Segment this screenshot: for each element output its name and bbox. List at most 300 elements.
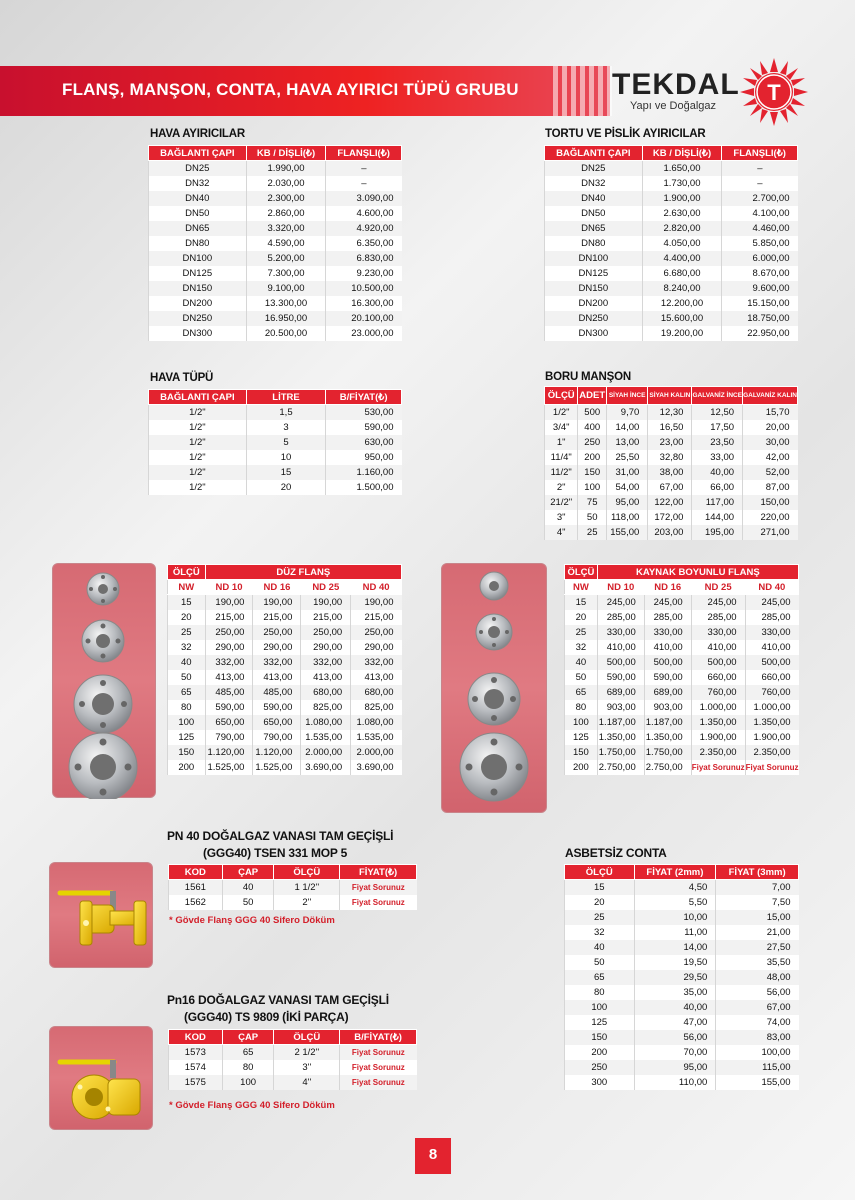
table-cell: 413,00 xyxy=(253,670,301,685)
banner-stripes xyxy=(553,66,612,116)
table-cell: DN32 xyxy=(545,176,643,191)
table-cell: 1574 xyxy=(169,1060,223,1075)
table-cell: 150,00 xyxy=(743,495,798,510)
table-cell: Fiyat Sorunuz xyxy=(340,1060,417,1075)
table-cell: 32 xyxy=(565,925,635,940)
table-cell: 413,00 xyxy=(351,670,402,685)
table-row xyxy=(168,625,402,640)
page-title: FLANŞ, MANŞON, CONTA, HAVA AYIRICI TÜPÜ GRUBU xyxy=(62,80,519,99)
table-cell: 825,00 xyxy=(351,700,402,715)
table-cell: 7,00 xyxy=(716,880,799,895)
table-cell: DN40 xyxy=(149,191,247,206)
table-row xyxy=(545,435,798,450)
table-row xyxy=(545,465,798,480)
column-header: ND 40 xyxy=(351,580,402,595)
table-cell: 1.000,00 xyxy=(691,700,745,715)
table-cell: 42,00 xyxy=(743,450,798,465)
table-cell: 67,00 xyxy=(648,480,692,495)
pn16-table xyxy=(168,1029,417,1090)
table-cell: 65 xyxy=(565,970,635,985)
pn16-title: Pn16 DOĞALGAZ VANASI TAM GEÇİŞLİ xyxy=(167,993,389,1007)
table-cell: 5 xyxy=(246,435,325,450)
table-row xyxy=(168,700,402,715)
table-cell: 903,00 xyxy=(644,700,691,715)
table-row xyxy=(565,970,799,985)
table-cell: 40 xyxy=(565,655,598,670)
table-cell: 16.300,00 xyxy=(326,296,402,311)
table-cell: 5.850,00 xyxy=(722,236,798,251)
table-cell: 4.600,00 xyxy=(326,206,402,221)
table-cell: 33,00 xyxy=(692,450,743,465)
table-row xyxy=(565,595,799,610)
table-cell: 3.690,00 xyxy=(301,760,351,775)
table-cell: 20 xyxy=(565,895,635,910)
column-header: GALVANİZ İNCE xyxy=(692,387,743,405)
column-header: ÖLÇÜ xyxy=(274,865,340,880)
table-cell: 100 xyxy=(168,715,206,730)
table-cell: 332,00 xyxy=(351,655,402,670)
table-cell: 32 xyxy=(168,640,206,655)
pn40-table xyxy=(168,864,417,910)
table-cell: 50 xyxy=(578,510,607,525)
table-cell: 10 xyxy=(246,450,325,465)
table-cell: 1.350,00 xyxy=(597,730,644,745)
table-cell: 630,00 xyxy=(326,435,402,450)
column-header: KOD xyxy=(169,1030,223,1045)
table-cell: 6.830,00 xyxy=(326,251,402,266)
table-row xyxy=(545,495,798,510)
table-row xyxy=(565,625,799,640)
table-row xyxy=(168,730,402,745)
table-cell: 7,50 xyxy=(716,895,799,910)
table-cell: 285,00 xyxy=(691,610,745,625)
pn40-title: PN 40 DOĞALGAZ VANASI TAM GEÇİŞLİ xyxy=(167,829,394,843)
table-row xyxy=(168,640,402,655)
table-cell: 3.090,00 xyxy=(326,191,402,206)
table-cell: Fiyat Sorunuz xyxy=(340,1075,417,1090)
table-row xyxy=(565,685,799,700)
table-row xyxy=(565,670,799,685)
table-cell: 332,00 xyxy=(205,655,253,670)
table-row xyxy=(545,206,798,221)
table-cell: 1.900,00 xyxy=(642,191,722,206)
table-row xyxy=(545,480,798,495)
column-header: ND 16 xyxy=(253,580,301,595)
boru-manson-table xyxy=(544,386,798,540)
table-cell: 100 xyxy=(222,1075,274,1090)
table-cell: 500,00 xyxy=(691,655,745,670)
table-cell: 18.750,00 xyxy=(722,311,798,326)
column-header: ÖLÇÜ xyxy=(168,565,206,580)
table-cell: DN80 xyxy=(149,236,247,251)
table-cell: 660,00 xyxy=(691,670,745,685)
table-cell: 13.300,00 xyxy=(246,296,326,311)
table-row xyxy=(565,955,799,970)
table-cell: – xyxy=(722,176,798,191)
table-cell: 32 xyxy=(565,640,598,655)
table-cell: 1573 xyxy=(169,1045,223,1060)
table-cell: 660,00 xyxy=(745,670,798,685)
table-cell: 40,00 xyxy=(692,465,743,480)
column-header: B/FİYAT(₺) xyxy=(340,1030,417,1045)
table-cell: 1561 xyxy=(169,880,223,895)
table-row xyxy=(149,221,402,236)
column-header: KB / DİŞLİ(₺) xyxy=(246,146,326,161)
table-row xyxy=(545,176,798,191)
table-cell: 1/2" xyxy=(545,405,578,420)
table-cell: – xyxy=(326,176,402,191)
table-cell: 8.240,00 xyxy=(642,281,722,296)
table-cell: 330,00 xyxy=(745,625,798,640)
table-cell: DN80 xyxy=(545,236,643,251)
table-cell: DN300 xyxy=(545,326,643,341)
table-cell: 2.000,00 xyxy=(351,745,402,760)
table-cell: 2.350,00 xyxy=(745,745,798,760)
table-cell: 1.160,00 xyxy=(326,465,402,480)
table-cell: DN200 xyxy=(545,296,643,311)
table-cell: 19,50 xyxy=(634,955,716,970)
table-cell: 285,00 xyxy=(745,610,798,625)
table-cell: 95,00 xyxy=(607,495,648,510)
table-row xyxy=(149,206,402,221)
table-cell: 1.500,00 xyxy=(326,480,402,495)
table-header-row xyxy=(168,580,402,595)
table-row xyxy=(168,760,402,775)
table-row xyxy=(169,1060,417,1075)
table-cell: 2" xyxy=(545,480,578,495)
table-row xyxy=(545,510,798,525)
table-cell: 7.300,00 xyxy=(246,266,326,281)
table-cell: DN25 xyxy=(545,161,643,176)
table-row xyxy=(565,700,799,715)
table-cell: 190,00 xyxy=(301,595,351,610)
table-cell: 4,50 xyxy=(634,880,716,895)
table-cell: DN25 xyxy=(149,161,247,176)
table-cell: 155,00 xyxy=(607,525,648,540)
table-cell: 1.350,00 xyxy=(745,715,798,730)
column-header: BAĞLANTI ÇAPI xyxy=(149,390,247,405)
table-cell: 2.630,00 xyxy=(642,206,722,221)
table-cell: 11,00 xyxy=(634,925,716,940)
table-cell: 40 xyxy=(168,655,206,670)
column-header: NW xyxy=(168,580,206,595)
table-cell: 150 xyxy=(578,465,607,480)
table-cell: 200 xyxy=(168,760,206,775)
table-cell: 80 xyxy=(168,700,206,715)
table-cell: 250 xyxy=(578,435,607,450)
tortu-title: TORTU VE PİSLİK AYIRICILAR xyxy=(545,128,706,140)
brand-subtitle: Yapı ve Doğalgaz xyxy=(630,100,717,112)
table-cell: 2.750,00 xyxy=(644,760,691,775)
table-row xyxy=(565,1075,799,1090)
table-row xyxy=(168,595,402,610)
table-cell: 190,00 xyxy=(253,595,301,610)
column-header: BAĞLANTI ÇAPI xyxy=(545,146,643,161)
table-cell: 38,00 xyxy=(648,465,692,480)
ball-valve-image xyxy=(50,863,154,969)
column-header: ADET xyxy=(578,387,607,405)
table-cell: 1.187,00 xyxy=(597,715,644,730)
kaynak-flans-table xyxy=(564,564,799,775)
table-cell: 50 xyxy=(565,955,635,970)
column-header: FLANŞLI(₺) xyxy=(722,146,798,161)
table-header-row xyxy=(169,865,417,880)
table-cell: 330,00 xyxy=(597,625,644,640)
pn40-valve-image-panel xyxy=(49,862,153,968)
table-row xyxy=(565,760,799,775)
table-row xyxy=(545,221,798,236)
table-cell: 100 xyxy=(565,715,598,730)
table-row xyxy=(149,236,402,251)
table-cell: 590,00 xyxy=(205,700,253,715)
table-cell: 115,00 xyxy=(716,1060,799,1075)
table-row xyxy=(149,161,402,176)
table-cell: 250 xyxy=(565,1060,635,1075)
table-row xyxy=(565,895,799,910)
table-cell: 485,00 xyxy=(253,685,301,700)
table-row xyxy=(149,281,402,296)
table-cell: 144,00 xyxy=(692,510,743,525)
table-row xyxy=(168,610,402,625)
table-cell: 190,00 xyxy=(205,595,253,610)
table-row xyxy=(545,236,798,251)
table-cell: 3 xyxy=(246,420,325,435)
table-row xyxy=(545,191,798,206)
table-header-row xyxy=(545,387,798,405)
table-cell: DN250 xyxy=(149,311,247,326)
table-cell: 760,00 xyxy=(745,685,798,700)
column-header: KB / DİŞLİ(₺) xyxy=(642,146,722,161)
table-cell: 66,00 xyxy=(692,480,743,495)
table-cell: 250,00 xyxy=(301,625,351,640)
table-cell: DN32 xyxy=(149,176,247,191)
table-cell: 203,00 xyxy=(648,525,692,540)
table-cell: 15 xyxy=(246,465,325,480)
table-cell: 400 xyxy=(578,420,607,435)
table-cell: 4.590,00 xyxy=(246,236,326,251)
table-cell: 100,00 xyxy=(716,1045,799,1060)
table-cell: 9,70 xyxy=(607,405,648,420)
table-cell: 330,00 xyxy=(644,625,691,640)
table-cell: 2 1/2'' xyxy=(274,1045,340,1060)
table-row xyxy=(149,176,402,191)
table-row xyxy=(545,281,798,296)
table-cell: 70,00 xyxy=(634,1045,716,1060)
pn16-subtitle: (GGG40) TS 9809 (İKİ PARÇA) xyxy=(184,1010,349,1024)
table-header-row xyxy=(169,1030,417,1045)
table-cell: 290,00 xyxy=(301,640,351,655)
table-cell: 6.350,00 xyxy=(326,236,402,251)
table-cell: 1/2" xyxy=(149,435,247,450)
table-cell: 1562 xyxy=(169,895,223,910)
table-cell: 1.080,00 xyxy=(301,715,351,730)
table-cell: 4.050,00 xyxy=(642,236,722,251)
column-header: SİYAH KALIN xyxy=(648,387,692,405)
table-title-row xyxy=(565,565,799,580)
table-row xyxy=(545,326,798,341)
table-cell: 20 xyxy=(565,610,598,625)
table-cell: 3.690,00 xyxy=(351,760,402,775)
table-cell: 150 xyxy=(565,1030,635,1045)
table-cell: 825,00 xyxy=(301,700,351,715)
table-cell: 332,00 xyxy=(301,655,351,670)
table-row xyxy=(565,1000,799,1015)
table-cell: 35,50 xyxy=(716,955,799,970)
table-cell: 590,00 xyxy=(644,670,691,685)
table-cell: 65 xyxy=(168,685,206,700)
table-row xyxy=(149,191,402,206)
table-cell: 590,00 xyxy=(597,670,644,685)
table-row xyxy=(545,420,798,435)
table-cell: 1.525,00 xyxy=(205,760,253,775)
hava-tupu-title: HAVA TÜPÜ xyxy=(150,372,214,384)
table-cell: 15,00 xyxy=(716,910,799,925)
table-cell: 1/2" xyxy=(149,480,247,495)
table-cell: 245,00 xyxy=(597,595,644,610)
table-cell: 3'' xyxy=(274,1060,340,1075)
table-cell: 485,00 xyxy=(205,685,253,700)
table-cell: 950,00 xyxy=(326,450,402,465)
table-cell: 155,00 xyxy=(716,1075,799,1090)
table-cell: 590,00 xyxy=(253,700,301,715)
table-cell: 172,00 xyxy=(648,510,692,525)
table-cell: 1/2" xyxy=(149,405,247,420)
table-cell: 8.670,00 xyxy=(722,266,798,281)
table-cell: 10,00 xyxy=(634,910,716,925)
table-cell: 285,00 xyxy=(597,610,644,625)
table-cell: 110,00 xyxy=(634,1075,716,1090)
table-row xyxy=(565,1060,799,1075)
table-cell: 4.400,00 xyxy=(642,251,722,266)
table-cell: 2.300,00 xyxy=(246,191,326,206)
table-cell: 20 xyxy=(168,610,206,625)
table-cell: 16,50 xyxy=(648,420,692,435)
table-cell: 35,00 xyxy=(634,985,716,1000)
table-row xyxy=(565,880,799,895)
table-row xyxy=(545,525,798,540)
table-cell: 25 xyxy=(168,625,206,640)
table-cell: 6.680,00 xyxy=(642,266,722,281)
table-cell: 100 xyxy=(578,480,607,495)
table-row xyxy=(565,925,799,940)
column-header: ND 10 xyxy=(597,580,644,595)
table-cell: DN300 xyxy=(149,326,247,341)
table-cell: 52,00 xyxy=(743,465,798,480)
table-cell: 12,50 xyxy=(692,405,743,420)
table-row xyxy=(565,655,799,670)
table-cell: 200 xyxy=(565,1045,635,1060)
table-cell: 16.950,00 xyxy=(246,311,326,326)
table-cell: DN250 xyxy=(545,311,643,326)
conta-table xyxy=(564,864,799,1090)
pn16-note: * Gövde Flanş GGG 40 Sifero Döküm xyxy=(169,1100,335,1111)
table-cell: 15.150,00 xyxy=(722,296,798,311)
column-header: FİYAT (3mm) xyxy=(716,865,799,880)
table-cell: 1.120,00 xyxy=(253,745,301,760)
table-cell: 150 xyxy=(168,745,206,760)
table-cell: 285,00 xyxy=(644,610,691,625)
table-cell: 4.460,00 xyxy=(722,221,798,236)
table-cell: 27,50 xyxy=(716,940,799,955)
table-cell: – xyxy=(326,161,402,176)
table-cell: 117,00 xyxy=(692,495,743,510)
table-cell: 689,00 xyxy=(597,685,644,700)
column-header: B/FİYAT(₺) xyxy=(326,390,402,405)
column-header: BAĞLANTI ÇAPI xyxy=(149,146,247,161)
table-cell: DN100 xyxy=(149,251,247,266)
table-cell: 17,50 xyxy=(692,420,743,435)
column-header: ND 16 xyxy=(644,580,691,595)
table-cell: 245,00 xyxy=(644,595,691,610)
table-title-row xyxy=(168,565,402,580)
table-cell: 650,00 xyxy=(205,715,253,730)
table-header-row xyxy=(545,146,798,161)
table-cell: 1" xyxy=(545,435,578,450)
table-cell: 20.500,00 xyxy=(246,326,326,341)
table-cell: 290,00 xyxy=(351,640,402,655)
table-row xyxy=(149,450,402,465)
flange-image xyxy=(53,564,157,799)
table-cell: 1.525,00 xyxy=(253,760,301,775)
table-cell: 190,00 xyxy=(351,595,402,610)
table-cell: Fiyat Sorunuz xyxy=(340,1045,417,1060)
table-cell: 67,00 xyxy=(716,1000,799,1015)
table-cell: 25 xyxy=(578,525,607,540)
table-cell: 50 xyxy=(168,670,206,685)
table-title: DÜZ FLANŞ xyxy=(205,565,401,580)
table-cell: 75 xyxy=(578,495,607,510)
table-cell: DN200 xyxy=(149,296,247,311)
table-cell: 1/2" xyxy=(149,420,247,435)
table-cell: 245,00 xyxy=(745,595,798,610)
table-cell: 22.950,00 xyxy=(722,326,798,341)
table-cell: 271,00 xyxy=(743,525,798,540)
table-cell: 903,00 xyxy=(597,700,644,715)
table-cell: 23.000,00 xyxy=(326,326,402,341)
table-cell: 413,00 xyxy=(205,670,253,685)
table-cell: DN150 xyxy=(149,281,247,296)
table-title: KAYNAK BOYUNLU FLANŞ xyxy=(597,565,798,580)
table-row xyxy=(149,311,402,326)
table-cell: 2.750,00 xyxy=(597,760,644,775)
table-row xyxy=(565,985,799,1000)
table-row xyxy=(149,420,402,435)
table-cell: DN50 xyxy=(545,206,643,221)
column-header: FİYAT(₺) xyxy=(340,865,417,880)
table-cell: 250,00 xyxy=(205,625,253,640)
table-cell: 10.500,00 xyxy=(326,281,402,296)
table-cell: 215,00 xyxy=(351,610,402,625)
page-number: 8 xyxy=(415,1138,451,1174)
table-header-row xyxy=(149,390,402,405)
table-row xyxy=(545,266,798,281)
column-header: ÖLÇÜ xyxy=(565,865,635,880)
table-cell: 4'' xyxy=(274,1075,340,1090)
table-cell: 25,50 xyxy=(607,450,648,465)
table-row xyxy=(565,640,799,655)
table-cell: 20 xyxy=(246,480,325,495)
duz-flans-table xyxy=(167,564,402,775)
table-cell: 56,00 xyxy=(716,985,799,1000)
table-cell: 200 xyxy=(578,450,607,465)
table-cell: 1.900,00 xyxy=(691,730,745,745)
table-cell: 1.990,00 xyxy=(246,161,326,176)
table-cell: 15 xyxy=(168,595,206,610)
table-cell: 1575 xyxy=(169,1075,223,1090)
table-cell: 80 xyxy=(222,1060,274,1075)
table-cell: 150 xyxy=(565,745,598,760)
table-cell: 74,00 xyxy=(716,1015,799,1030)
